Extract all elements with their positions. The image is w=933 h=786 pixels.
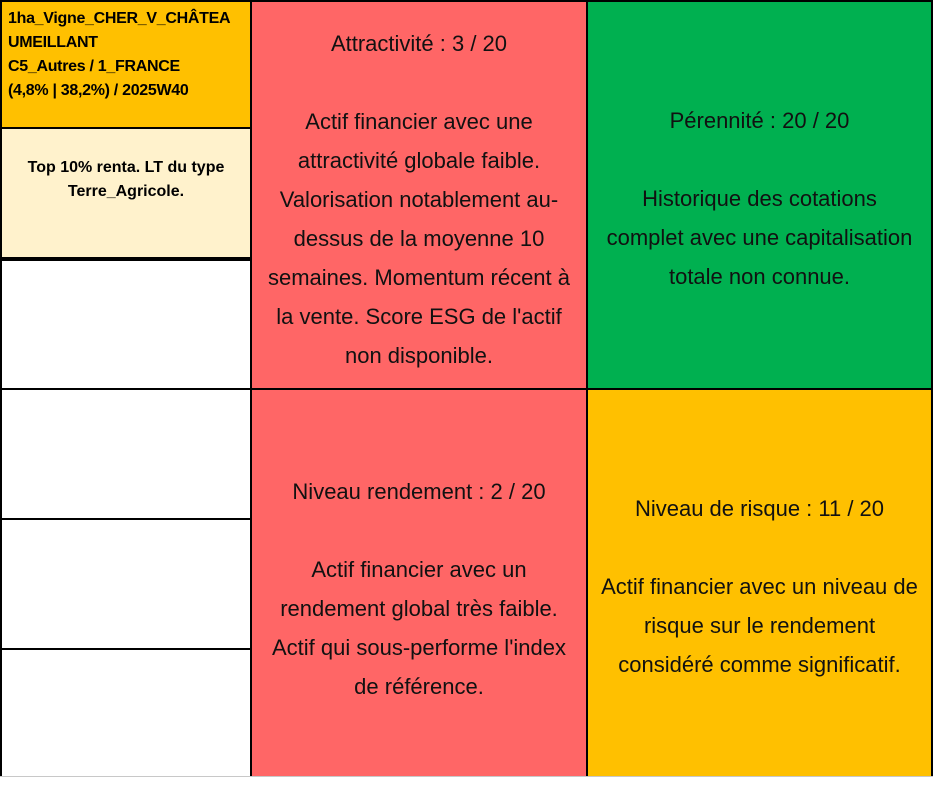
risque-text-line: risque sur le rendement bbox=[643, 613, 876, 638]
asset-name-line2: UMEILLANT bbox=[8, 34, 98, 51]
risque-text-line: considéré comme significatif. bbox=[618, 652, 901, 677]
rendement-title: Niveau rendement : 2 / 20 bbox=[292, 479, 546, 504]
rendement-text-line: Actif financier avec un bbox=[311, 557, 527, 582]
asset-category: C5_Autres / 1_FRANCE bbox=[8, 58, 180, 75]
asset-note-line2: Terre_Agricole. bbox=[67, 183, 185, 200]
risque-panel bbox=[586, 388, 933, 778]
asset-note bbox=[0, 127, 252, 259]
attractivite-title: Attractivité : 3 / 20 bbox=[330, 31, 508, 56]
attractivite-text-line: semaines. Momentum récent à bbox=[267, 265, 571, 290]
attractivite-panel bbox=[250, 0, 588, 390]
risque-text-line: Actif financier avec un niveau de bbox=[601, 574, 918, 599]
attractivite-text-line: Valorisation notablement au- bbox=[279, 187, 559, 212]
blank-cell-3 bbox=[0, 518, 252, 650]
attractivite-text-line: dessus de la moyenne 10 bbox=[293, 226, 545, 251]
perennite-text-line: totale non connue. bbox=[668, 264, 851, 289]
attractivite-text-line: Actif financier avec une bbox=[305, 109, 533, 134]
asset-header bbox=[0, 0, 252, 129]
asset-stats: (4,8% | 38,2%) / 2025W40 bbox=[8, 82, 189, 99]
perennite-title: Pérennité : 20 / 20 bbox=[669, 108, 850, 133]
rendement-panel bbox=[250, 388, 588, 778]
rendement-text-line: Actif qui sous-performe l'index bbox=[272, 635, 566, 660]
perennite-text-line: complet avec une capitalisation bbox=[606, 225, 913, 250]
attractivite-text-line: la vente. Score ESG de l'actif bbox=[276, 304, 562, 329]
attractivite-text-line: attractivité globale faible. bbox=[297, 148, 541, 173]
attractivite-text-line: non disponible. bbox=[344, 343, 493, 368]
asset-name-line1: 1ha_Vigne_CHER_V_CHÂTEA bbox=[8, 10, 231, 27]
blank-cell-4 bbox=[0, 648, 252, 778]
risque-title: Niveau de risque : 11 / 20 bbox=[634, 496, 885, 521]
blank-cell-1 bbox=[0, 259, 252, 390]
perennite-text-line: Historique des cotations bbox=[642, 186, 877, 211]
perennite-panel bbox=[586, 0, 933, 390]
blank-cell-2 bbox=[0, 388, 252, 520]
rendement-text-line: rendement global très faible. bbox=[280, 596, 558, 621]
asset-note-line1: Top 10% renta. LT du type bbox=[27, 159, 225, 176]
rendement-text-line: de référence. bbox=[354, 674, 484, 699]
